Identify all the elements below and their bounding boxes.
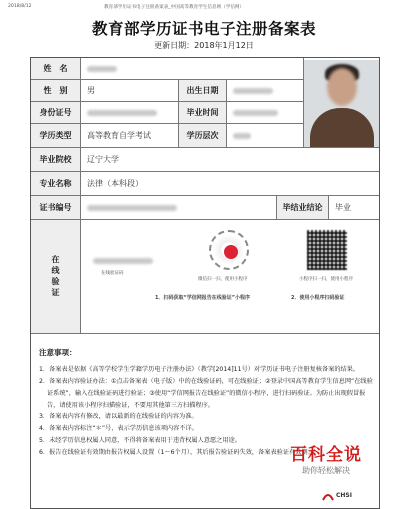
grad-redacted — [233, 110, 278, 116]
print-date: 2018/8/12 — [8, 4, 32, 9]
birth-label: 出生日期 — [179, 80, 227, 102]
note-item: 1．备案表是依据《高等学校学生学籍学历电子注册办法》（教学[2014]11号）对学历证书电子注册复核备案的结果。 — [39, 366, 360, 374]
school-value: 辽宁大学 — [81, 148, 380, 172]
birth-value — [227, 80, 304, 102]
verify-label-text: 在线验证 — [51, 254, 60, 299]
page-title: 教育部学历证书电子注册备案表 — [91, 20, 316, 38]
verify-qr-code-icon[interactable] — [307, 230, 347, 270]
note-item: 6．报告在线验证有效期由报告权属人设置（1～6个月），其后报告验证码失效，备案表验证有效期。 — [39, 448, 314, 456]
cert-redacted — [87, 205, 177, 211]
print-source: 教育部学历证书电子注册备案表_中国高等教育学生信息网（学信网） — [104, 5, 245, 10]
level-label: 学历层次 — [179, 124, 227, 148]
miniprogram-qr-icon[interactable] — [209, 230, 249, 270]
verify-panel — [81, 220, 380, 334]
name-value — [81, 58, 304, 80]
miniprogram-caption: 微信扫一扫，使用小程序 — [198, 277, 248, 282]
level-redacted — [233, 133, 251, 139]
type-value: 高等教育自学考试 — [81, 124, 179, 148]
cert-value — [81, 196, 277, 220]
verify-code-hint: 在线验证码 — [101, 271, 124, 276]
major-label: 专业名称 — [31, 172, 81, 196]
note-item: 5．未经学历信息权属人同意，不得将备案表用于违背权属人意愿之用途。 — [39, 436, 241, 444]
verify-label — [31, 220, 81, 334]
watermark-brand: 百科全说 — [290, 445, 362, 465]
student-photo — [304, 60, 379, 148]
major-value: 法律（本科段） — [81, 172, 380, 196]
verify-qr-caption: 小程序扫一扫，使用小程序 — [299, 277, 353, 282]
watermark — [290, 440, 362, 476]
note-item: 2．备案表内容验证办法：①点击备案表（电子版）中的在线验证码，可在线验证；②登录中国高等教育学生信息网“在线验证系统”，输入在线验证码进行验证；③使用“学信网报告在线验证”的微信小程序，进行扫码验证。为防止出现假冒报告，请使用该小程序扫描验证，不要用其他第三方扫描程序。 — [39, 378, 373, 409]
chsi-logo-text: CHSI — [336, 492, 352, 499]
grad-date-label: 毕业时间 — [179, 102, 227, 124]
conclusion-value: 毕业 — [329, 196, 380, 220]
gender-label: 性 别 — [31, 80, 81, 102]
gender-value: 男 — [81, 80, 179, 102]
notes-heading: 注意事项： — [39, 348, 77, 357]
print-header — [8, 3, 400, 12]
chsi-logo-icon — [321, 488, 335, 502]
id-label: 身份证号 — [31, 102, 81, 124]
conclusion-label: 毕结业结论 — [277, 196, 329, 220]
id-redacted — [87, 110, 157, 116]
step-1: 1．扫码获取“学信网报告在线验证”小程序 — [155, 295, 251, 301]
school-label: 毕业院校 — [31, 148, 81, 172]
type-label: 学历类型 — [31, 124, 81, 148]
id-value — [81, 102, 179, 124]
name-redacted — [87, 66, 117, 72]
birth-redacted — [233, 88, 273, 94]
watermark-tagline: 助你轻松解决 — [302, 466, 350, 475]
grad-date-value — [227, 102, 304, 124]
cert-label: 证书编号 — [31, 196, 81, 220]
level-value — [227, 124, 304, 148]
verify-code-redacted — [93, 258, 153, 264]
name-label: 姓 名 — [31, 58, 81, 80]
update-date: 更新日期：2018年1月12日 — [154, 41, 254, 50]
app-logo-icon — [224, 245, 238, 259]
note-item: 4．备案表内容标注“＊”号，表示学历信息该项内容不详。 — [39, 425, 198, 433]
step-2: 2．使用小程序扫码验证 — [291, 295, 345, 301]
note-item: 3．备案表内容有修改，请以最新的在线验证的内容为准。 — [39, 413, 198, 421]
